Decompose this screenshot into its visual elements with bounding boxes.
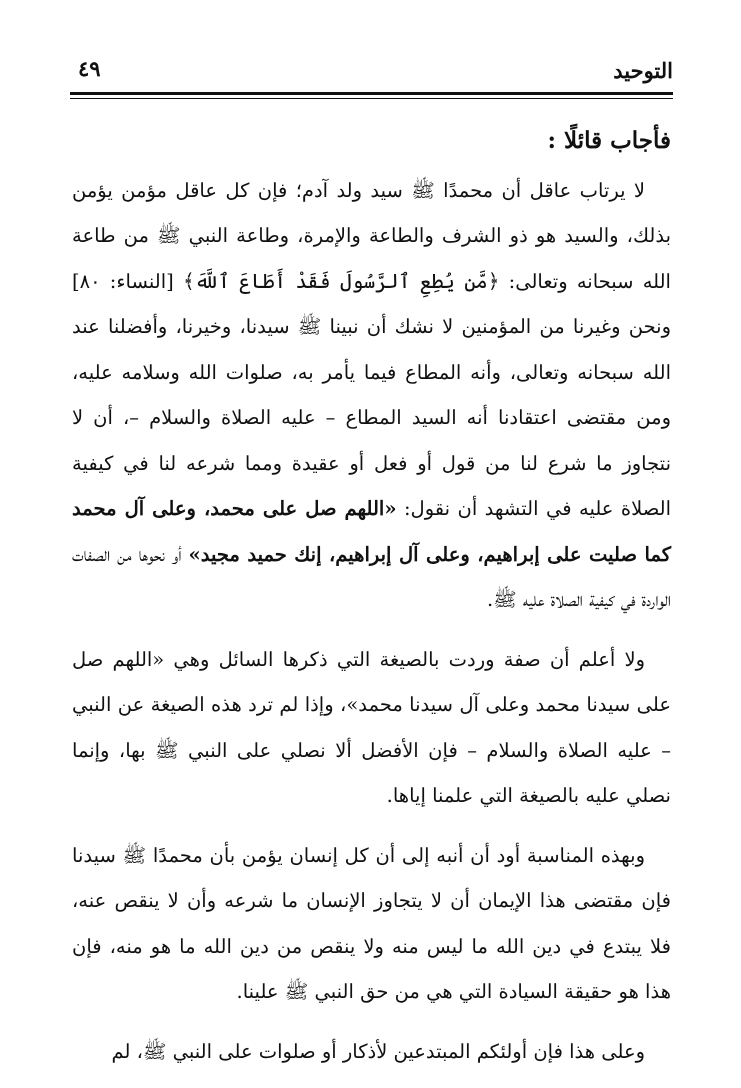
running-title: التوحيد xyxy=(613,58,673,83)
quran-verse: ﴿مَّن يُطِعِ ٱلرَّسُولَ فَقَدْ أَطَاعَ ٱللَّهَ﴾ xyxy=(182,268,500,293)
page-header xyxy=(70,58,673,92)
paragraph-1-part-2: ونحن وغيرنا من المؤمنين لا نشك أن نبينا ﷺ سيدنا، وخيرنا، وأفضلنا عند الله سبحانه وتعالى، وأنه المطاع فيما يأمر به، صلوات الله وسلامه عليه، ومن مقتضى اعتقادنا أنه السيد المطاع – عليه الصلاة والسلام –، أن لا نتجاوز ما شرع لنا من قول أو فعل أو عقيدة ومما شرعه لنا في كيفية الصلاة عليه في التشهد أن نقول: xyxy=(72,315,671,520)
header-rule-thick xyxy=(70,92,673,95)
paragraph-1 xyxy=(72,168,671,623)
answer-heading: فأجاب قائلًا : xyxy=(547,127,671,154)
page-body xyxy=(72,118,671,1088)
header-rule-thin xyxy=(70,98,673,99)
verse-reference: [النساء: ٨٠] xyxy=(72,269,174,293)
paragraph-4: وعلى هذا فإن أولئكم المبتدعين لأذكار أو صلوات على النبي ﷺ، لم xyxy=(111,1039,645,1063)
page-number: ٤٩ xyxy=(78,56,101,81)
paragraph-2: ولا أعلم أن صفة وردت بالصيغة التي ذكرها السائل وهي «اللهم صل على سيدنا محمد وعلى آل سيدنا محمد»، وإذا لم ترد هذه الصيغة عن النبي – عليه الصلاة والسلام – فإن الأفضل ألا نصلي على النبي ﷺ بها، وإنما نصلي عليه بالصيغة التي علمنا إياها. xyxy=(72,647,671,807)
paragraph-1-part-1: لا يرتاب عاقل أن محمدًا ﷺ سيد ولد آدم؛ فإن كل عاقل مؤمن يؤمن بذلك، والسيد هو ذو الشرف والطاعة والإمرة، وطاعة النبي ﷺ من طاعة الله سبحانه وتعالى: xyxy=(72,178,671,293)
tashahhud-quote: «اللهم صل على محمد، وعلى آل محمد كما صليت على إبراهيم، وعلى آل إبراهيم، إنك حميد مجيد» xyxy=(72,497,672,566)
paragraph-3: وبهذه المناسبة أود أن أنبه إلى أن كل إنسان يؤمن بأن محمدًا ﷺ سيدنا فإن مقتضى هذا الإيمان أن لا يتجاوز الإنسان ما شرعه وأن لا ينقص عنه، فلا يبتدع في دين الله ما ليس منه ولا ينقص من دين الله ما هو منه، فإن هذا هو حقيقة السيادة التي هي من حق النبي ﷺ علينا. xyxy=(72,843,671,1003)
paragraph-1-part-3: أو نحوها من الصفات الواردة في كيفية الصلاة عليه ﷺ. xyxy=(72,542,671,611)
